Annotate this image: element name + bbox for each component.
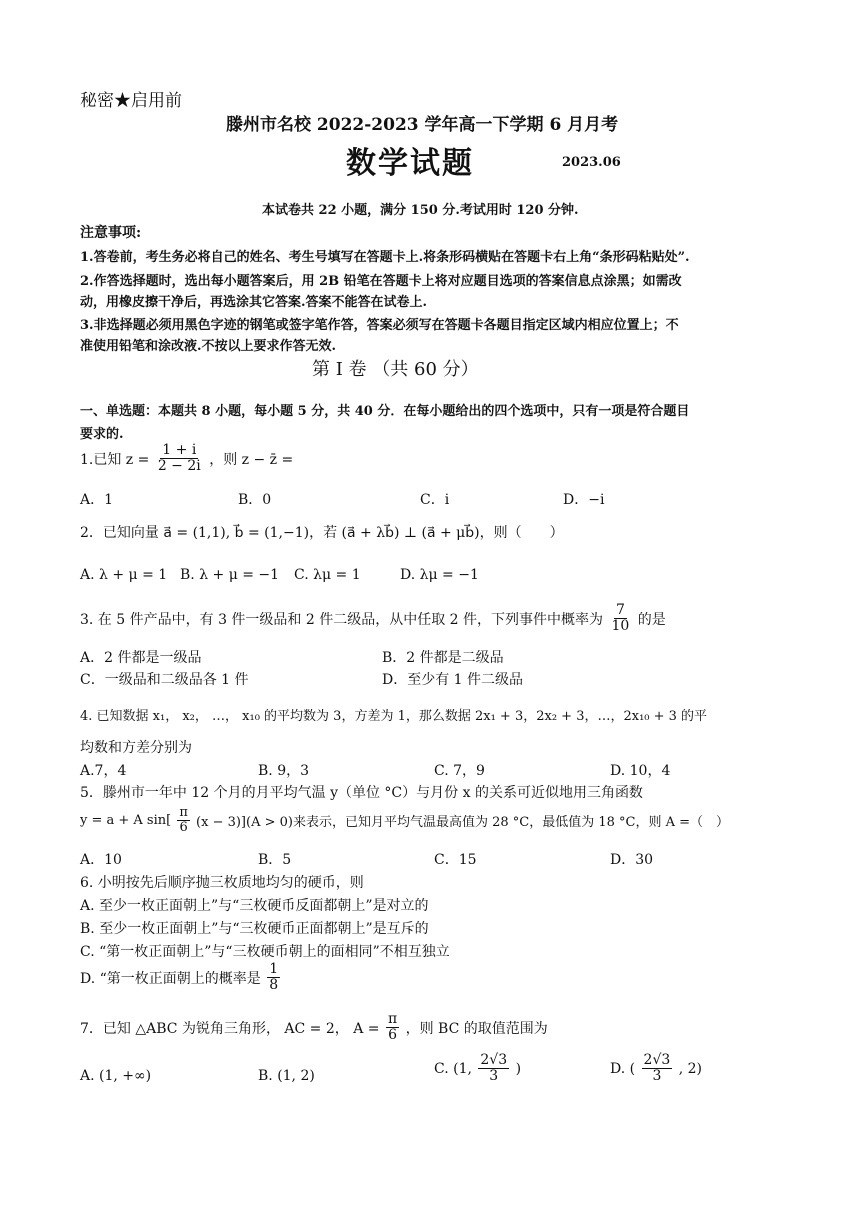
- note-3-line-1: 3.非选择题必须用黑色字迹的钢笔或签字笔作答，答案必须写在答题卡各题目指定区域内相应位置上；不: [80, 318, 679, 333]
- part-1-title: 第 I 卷 （共 60 分）: [312, 359, 479, 380]
- note-1: 1.答卷前，考生务必将自己的姓名、考生号填写在答题卡上.将条形码横贴在答题卡右上角“条形码粘贴处”.: [80, 250, 690, 265]
- question-1-option-b: B．0: [238, 492, 272, 508]
- note-3-line-2: 准使用铅笔和涂改液.不按以上要求作答无效.: [80, 339, 337, 354]
- question-3-option-a: A．2 件都是一级品: [80, 650, 202, 666]
- question-3-option-d: D．至少有 1 件二级品: [382, 672, 524, 688]
- question-1-option-d: D．−i: [563, 492, 605, 508]
- question-4-option-c: C. 7，9: [434, 763, 485, 779]
- fraction: $\frac{1}{8}$: [269, 961, 279, 994]
- question-1-option-c: C．i: [420, 492, 450, 508]
- question-1-option-a: A．1: [80, 492, 114, 508]
- question-2-option-a: A. λ + μ = 1: [80, 567, 168, 583]
- question-7-stem: 7．已知 △ABC 为锐角三角形， AC = 2， A = $\frac{\pi}{6}$ ，则 BC 的取值范围为: [80, 1011, 548, 1044]
- note-2-line-1: 2.作答选择题时，选出每小题答案后，用 2B 铅笔在答题卡上将对应题目选项的答案信息点涂黑；如需改: [80, 274, 682, 289]
- fraction: $\frac{2√3}{3}$: [480, 1052, 508, 1085]
- fraction: $\frac{7}{10}$: [611, 602, 630, 635]
- question-7-option-b: B. (1, 2): [258, 1068, 315, 1084]
- exam-info: 本试卷共 22 小题，满分 150 分.考试用时 120 分钟.: [262, 203, 579, 218]
- question-2-stem: 2．已知向量 a⃗ = (1,1), b⃗ = (1,−1)，若 (a⃗ + λb⃗) ⊥ (a⃗ + μb⃗)，则（ ）: [80, 525, 564, 541]
- question-6-option-a: A. 至少一枚正面朝上”与“三枚硬币反面都朝上”是对立的: [80, 898, 429, 914]
- section-1-line-1: 一、单选题：本题共 8 小题，每小题 5 分，共 40 分．在每小题给出的四个选项中，只有一项是符合题目: [80, 404, 690, 419]
- question-2-option-b: B. λ + μ = −1: [180, 567, 280, 583]
- question-5-option-b: B．5: [258, 852, 292, 868]
- question-5-stem-line-1: 5．滕州市一年中 12 个月的月平均气温 y（单位 °C）与月份 x 的关系可近似地用三角函数: [80, 785, 643, 801]
- question-6-option-d: D. “第一枚正面朝上的概率是 $\frac{1}{8}$: [80, 961, 279, 994]
- question-2-option-c: C. λμ = 1: [294, 567, 361, 583]
- fraction: $\frac{\pi}{6}$: [179, 805, 188, 836]
- question-4-option-b: B. 9，3: [258, 763, 310, 779]
- question-3-stem: 3. 在 5 件产品中，有 3 件一级品和 2 件二级品，从中任取 2 件，下列事件中概率为 $\frac{7}{10}$ 的是: [80, 602, 666, 635]
- note-2-line-2: 动，用橡皮擦干净后，再选涂其它答案.答案不能答在试卷上.: [80, 295, 428, 310]
- exam-school-title: 滕州市名校 2022-2023 学年高一下学期 6 月月考: [226, 115, 619, 135]
- question-5-option-d: D．30: [610, 852, 654, 868]
- exam-subject-title: 数学试题: [346, 146, 474, 181]
- question-4-stem-line-1: 4. 已知数据 x₁， x₂， …， x₁₀ 的平均数为 3，方差为 1，那么数据 2x₁ + 3，2x₂ + 3，…，2x₁₀ + 3 的平: [80, 709, 708, 724]
- section-1-line-2: 要求的.: [80, 427, 124, 442]
- question-7-option-d: D. ( $\frac{2√3}{3}$ , 2): [610, 1052, 703, 1085]
- fraction: $\frac{\pi}{6}$: [387, 1011, 398, 1044]
- question-4-option-a: A.7，4: [80, 763, 127, 779]
- question-3-option-b: B．2 件都是二级品: [382, 650, 504, 666]
- question-1-stem: 1.已知 z = $\frac{1 + i}{2 - 2i}$ ，则 z − z̄ =: [80, 442, 294, 475]
- question-2-option-d: D. λμ = −1: [400, 567, 479, 583]
- question-6-stem: 6. 小明按先后顺序抛三枚质地均匀的硬币，则: [80, 875, 364, 891]
- question-5-formula: y = a + A sin[ $\frac{\pi}{6}$ (x − 3)](A > 0)来表示，已知月平均气温最高值为 28 °C，最低值为 18 °C，则 A =（ ）: [80, 805, 730, 836]
- exam-date: 2023.06: [562, 155, 621, 170]
- notes-title: 注意事项:: [80, 225, 142, 241]
- confidential-mark: 秘密★启用前: [80, 91, 182, 111]
- question-4-option-d: D. 10，4: [610, 763, 671, 779]
- question-5-option-a: A．10: [80, 852, 122, 868]
- question-6-option-c: C. “第一枚正面朝上”与“三枚硬币朝上的面相同”不相互独立: [80, 944, 450, 960]
- fraction: $\frac{1 + i}{2 - 2i}$: [157, 442, 201, 475]
- question-5-option-c: C．15: [434, 852, 477, 868]
- fraction: $\frac{2√3}{3}$: [643, 1052, 671, 1085]
- question-4-stem-line-2: 均数和方差分别为: [80, 740, 192, 756]
- question-3-option-c: C．一级品和二级品各 1 件: [80, 672, 249, 688]
- question-6-option-b: B. 至少一枚正面朝上”与“三枚硬币正面都朝上”是互斥的: [80, 921, 429, 937]
- question-7-option-c: C. (1, $\frac{2√3}{3}$ ): [434, 1052, 522, 1085]
- question-7-option-a: A. (1, +∞): [80, 1068, 152, 1084]
